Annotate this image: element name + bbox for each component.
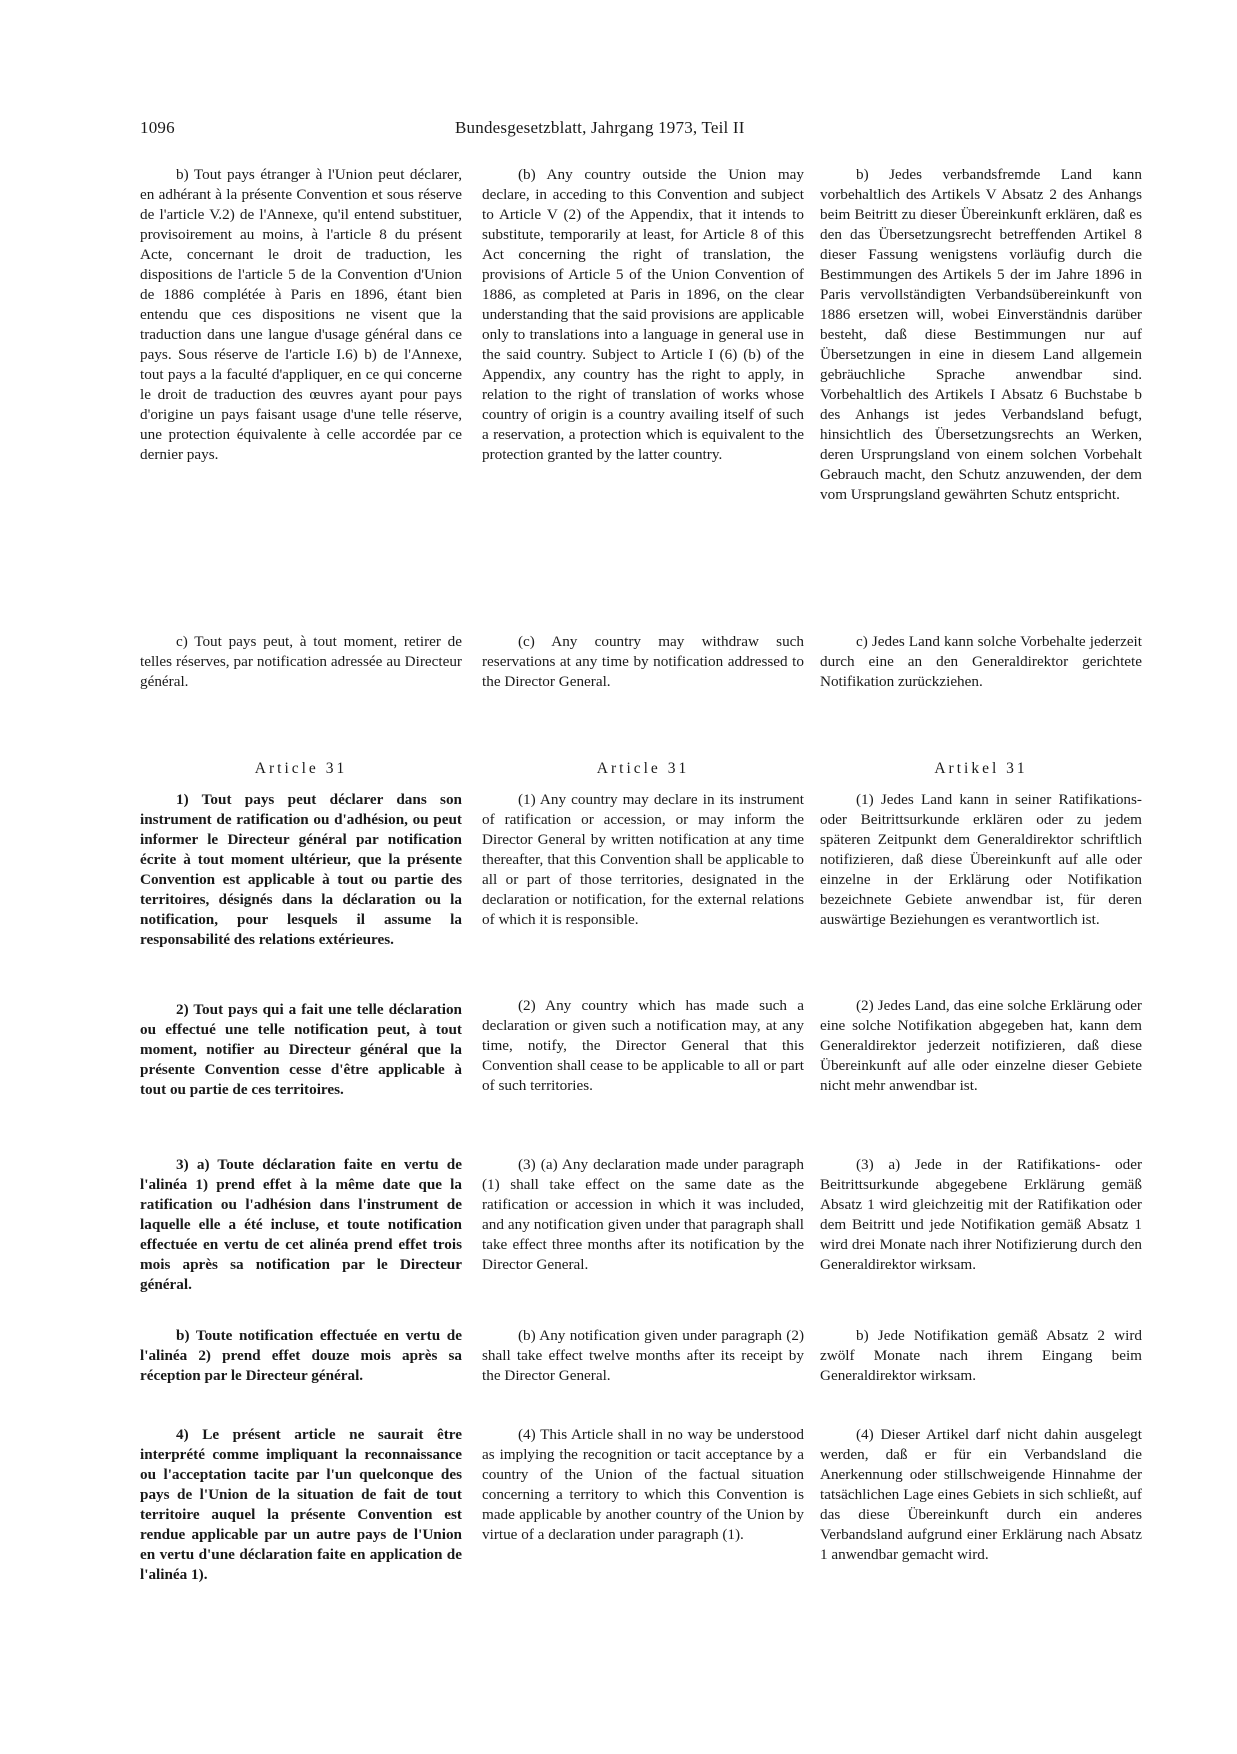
french-article-heading: Article 31 <box>254 760 348 777</box>
german-para-4: (4) Dieser Artikel darf nicht dahin ausgelegt werden, daß er für ein Verbandsland die Anerkennung oder stillschweigende Hinnahme der tatsächlichen Lage eines Gebiets in sich schließt, auf das diese Übereinkunft durch ein anderes Verbandsland aufgrund einer Erklärung nach Absatz 1 anwendbar gemacht wird. <box>820 1426 1142 1563</box>
english-para-c: (c) Any country may withdraw such reservations at any time by notification addressed to the Director General. <box>482 633 804 690</box>
german-para-3a: (3) a) Jede in der Ratifikations- oder Beitrittsurkunde abgegebene Erklärung gemäß Absatz 1 wird gleichzeitig mit der Ratifikation oder dem Beitritt und jede Notifikation gemäß Absatz 1 wird drei Monate nach ihrer Notifizierung durch den Generaldirektor wirksam. <box>820 1156 1142 1273</box>
page-number: 1096 <box>140 118 175 137</box>
english-para-b: (b) Any country outside the Union may declare, in acceding to this Convention and subject to Article V (2) of the Appendix, that it intends to substitute, temporarily at least, for Article 8 of this Act concerning the right of translation, the provisions of Article 5 of the Union Convention of 1886, as completed at Paris in 1896, on the clear understanding that the said provisions are applicable only to translations into a language in general use in the said country. Subject to Article I (6) (b) of the Appendix, any country has the right to apply, in relation to the right of translation of works whose country of origin is a country availing itself of such a reservation, a protection which is equivalent to the protection granted by the latter country. <box>482 166 804 463</box>
german-article-heading: Artikel 31 <box>934 760 1028 777</box>
english-article-heading: Article 31 <box>596 760 690 777</box>
french-para-1: 1) Tout pays peut déclarer dans son instrument de ratification ou d'adhésion, ou peut informer le Directeur général par notification écrite à tout moment ultérieur, que la présente Convention est applicable à tout ou partie des territoires, désignés dans la déclaration ou la notification, pour lesquels il assume la responsabilité des relations extérieures. <box>140 791 462 948</box>
english-para-4: (4) This Article shall in no way be understood as implying the recognition or tacit acceptance by a country of the Union of the factual situation concerning a territory to which this Convention is made applicable by another country of the Union by virtue of a declaration under paragraph (1). <box>482 1426 804 1543</box>
french-para-3b: b) Toute notification effectuée en vertu de l'alinéa 2) prend effet douze mois après sa réception par le Directeur général. <box>140 1327 462 1384</box>
english-para-3b: (b) Any notification given under paragraph (2) shall take effect twelve months after its receipt by the Director General. <box>482 1327 804 1384</box>
french-para-b: b) Tout pays étranger à l'Union peut déclarer, en adhérant à la présente Convention et sous réserve de l'article V.2) de l'Annexe, qu'il entend substituer, provisoirement au moins, à l'article 8 du présent Acte, concernant le droit de traduction, les dispositions de l'article 5 de la Convention d'Union de 1886 complétée à Paris en 1896, étant bien entendu que ces dispositions ne visent que la traduction dans une langue d'usage général dans ce pays. Sous réserve de l'article I.6) b) de l'Annexe, tout pays a la faculté d'appliquer, en ce qui concerne le droit de traduction des œuvres ayant pour pays d'origine un pays faisant usage d'une telle réserve, une protection équivalente à celle accordée par ce dernier pays. <box>140 166 462 463</box>
french-para-3a: 3) a) Toute déclaration faite en vertu de l'alinéa 1) prend effet à la même date que la ratification ou l'adhésion dans l'instrument de laquelle elle a été incluse, et toute notification effectuée en vertu de cet alinéa prend effet trois mois après sa notification par le Directeur général. <box>140 1156 462 1293</box>
german-para-2: (2) Jedes Land, das eine solche Erklärung oder eine solche Notifikation abgegeben hat, kann dem Generaldirektor jederzeit notifizieren, daß diese Übereinkunft auf alle oder einzelne dieser Gebiete nicht mehr anwendbar ist. <box>820 997 1142 1094</box>
german-para-3b: b) Jede Notifikation gemäß Absatz 2 wird zwölf Monate nach ihrem Eingang beim Generaldirektor wirksam. <box>820 1327 1142 1384</box>
german-para-1: (1) Jedes Land kann in seiner Ratifikations- oder Beitrittsurkunde erklären oder zu jedem späteren Zeitpunkt dem Generaldirektor schriftlich notifizieren, daß diese Übereinkunft auf alle oder einzelne in der Erklärung oder Notifikation bezeichnete Gebiete anwendbar ist, für deren auswärtige Beziehungen es verantwortlich ist. <box>820 791 1142 928</box>
french-para-2: 2) Tout pays qui a fait une telle déclaration ou effectué une telle notification peut, à tout moment, notifier au Directeur général que la présente Convention cesse d'être applicable à tout ou partie de ces territoires. <box>140 1001 462 1098</box>
english-para-2: (2) Any country which has made such a declaration or given such a notification may, at any time, notify, the Director General that this Convention shall cease to be applicable to all or part of such territories. <box>482 997 804 1094</box>
page-title: Bundesgesetzblatt, Jahrgang 1973, Teil II <box>455 118 745 137</box>
german-para-b: b) Jedes verbandsfremde Land kann vorbehaltlich des Artikels V Absatz 2 des Anhangs beim Beitritt zu dieser Übereinkunft erklären, daß es den das Übersetzungsrecht betreffenden Artikel 8 dieser Fassung wenigstens vorläufig durch die Bestimmungen des Artikels 5 der im Jahre 1896 in Paris vervollständigten Verbandsübereinkunft von 1886 ersetzen will, wobei Einverständnis darüber besteht, daß diese Bestimmungen nur auf Übersetzungen in eine in diesem Land allgemein gebräuchliche Sprache anwendbar sind. Vorbehaltlich des Artikels I Absatz 6 Buchstabe b des Anhangs ist jedes Verbandsland befugt, hinsichtlich des Übersetzungsrechts an Werken, deren Ursprungsland von einem solchen Vorbehalt Gebrauch macht, den Schutz anzuwenden, der dem vom Ursprungsland gewährten Schutz entspricht. <box>820 166 1142 503</box>
english-para-3a: (3) (a) Any declaration made under paragraph (1) shall take effect on the same date as the ratification or accession in which it was included, and any notification given under that paragraph shall take effect three months after its notification by the Director General. <box>482 1156 804 1273</box>
french-para-4: 4) Le présent article ne saurait être interprété comme impliquant la reconnaissance ou l'acceptation tacite par l'un quelconque des pays de l'Union de la situation de fait de tout territoire auquel la présente Convention est rendue applicable par un autre pays de l'Union en vertu d'une déclaration faite en application de l'alinéa 1). <box>140 1426 462 1583</box>
german-para-c: c) Jedes Land kann solche Vorbehalte jederzeit durch eine an den Generaldirektor gerichtete Notifikation zurückziehen. <box>820 633 1142 690</box>
french-para-c: c) Tout pays peut, à tout moment, retirer de telles réserves, par notification adressée au Directeur général. <box>140 633 462 690</box>
english-para-1: (1) Any country may declare in its instrument of ratification or accession, or may inform the Director General by written notification at any time thereafter, that this Convention shall be applicable to all or part of those territories, designated in the declaration or notification, for the external relations of which it is responsible. <box>482 791 804 928</box>
